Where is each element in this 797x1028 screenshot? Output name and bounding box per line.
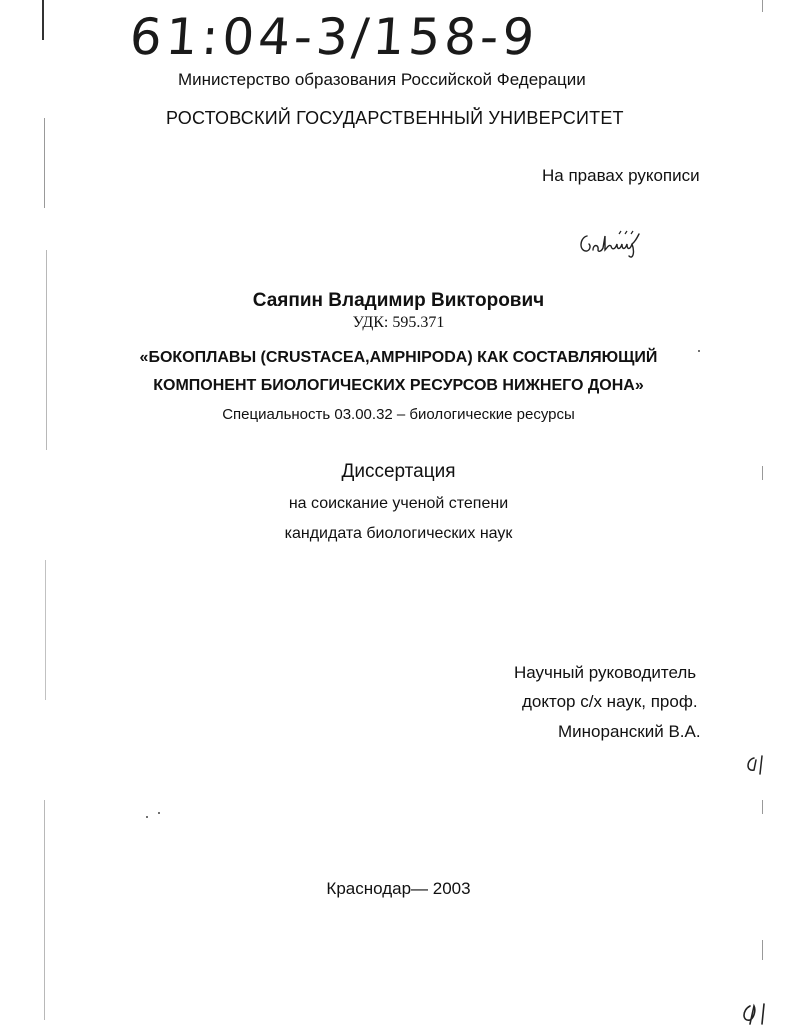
scan-margin-line — [762, 800, 763, 814]
scan-margin-line — [44, 800, 45, 1020]
supervisor-degree: доктор с/х наук, проф. — [522, 692, 698, 711]
scan-speck — [158, 812, 160, 814]
scan-speck — [146, 816, 148, 818]
supervisor-label: Научный руководитель — [514, 663, 697, 682]
scan-margin-line — [42, 0, 44, 40]
handwritten-mark-icon — [736, 1000, 786, 1026]
supervisor-name: Миноранский В.А. — [558, 722, 701, 741]
archive-number: 61:04-3/158-9 — [127, 8, 541, 66]
udc-code: УДК: 595.371 — [352, 314, 445, 331]
rights-note: На правах рукописи — [542, 166, 700, 185]
handwritten-mark-icon — [740, 754, 770, 776]
thesis-title-line-1: «БОКОПЛАВЫ (CRUSTACEA,AMPHIPODA) КАК СОСТАВЛЯЮЩИЙ — [139, 349, 658, 366]
scan-margin-line — [45, 560, 46, 700]
city-year: Краснодар— 2003 — [326, 879, 471, 898]
scan-margin-line — [44, 118, 45, 208]
thesis-title-line-2: КОМПОНЕНТ БИОЛОГИЧЕСКИХ РЕСУРСОВ НИЖНЕГО ДОНА» — [153, 377, 644, 394]
signature-icon — [575, 222, 660, 262]
ministry-name: Министерство образования Российской Федерации — [178, 70, 586, 89]
university-name: РОСТОВСКИЙ ГОСУДАРСТВЕННЫЙ УНИВЕРСИТЕТ — [166, 108, 624, 128]
degree-line-2: кандидата биологических наук — [284, 525, 513, 542]
scan-margin-line — [762, 940, 763, 960]
document-type: Диссертация — [341, 461, 456, 482]
degree-line-1: на соискание ученой степени — [288, 495, 509, 512]
specialty: Специальность 03.00.32 – биологические ресурсы — [222, 406, 575, 423]
author-name: Саяпин Владимир Викторович — [252, 290, 545, 311]
scan-margin-line — [762, 0, 763, 12]
